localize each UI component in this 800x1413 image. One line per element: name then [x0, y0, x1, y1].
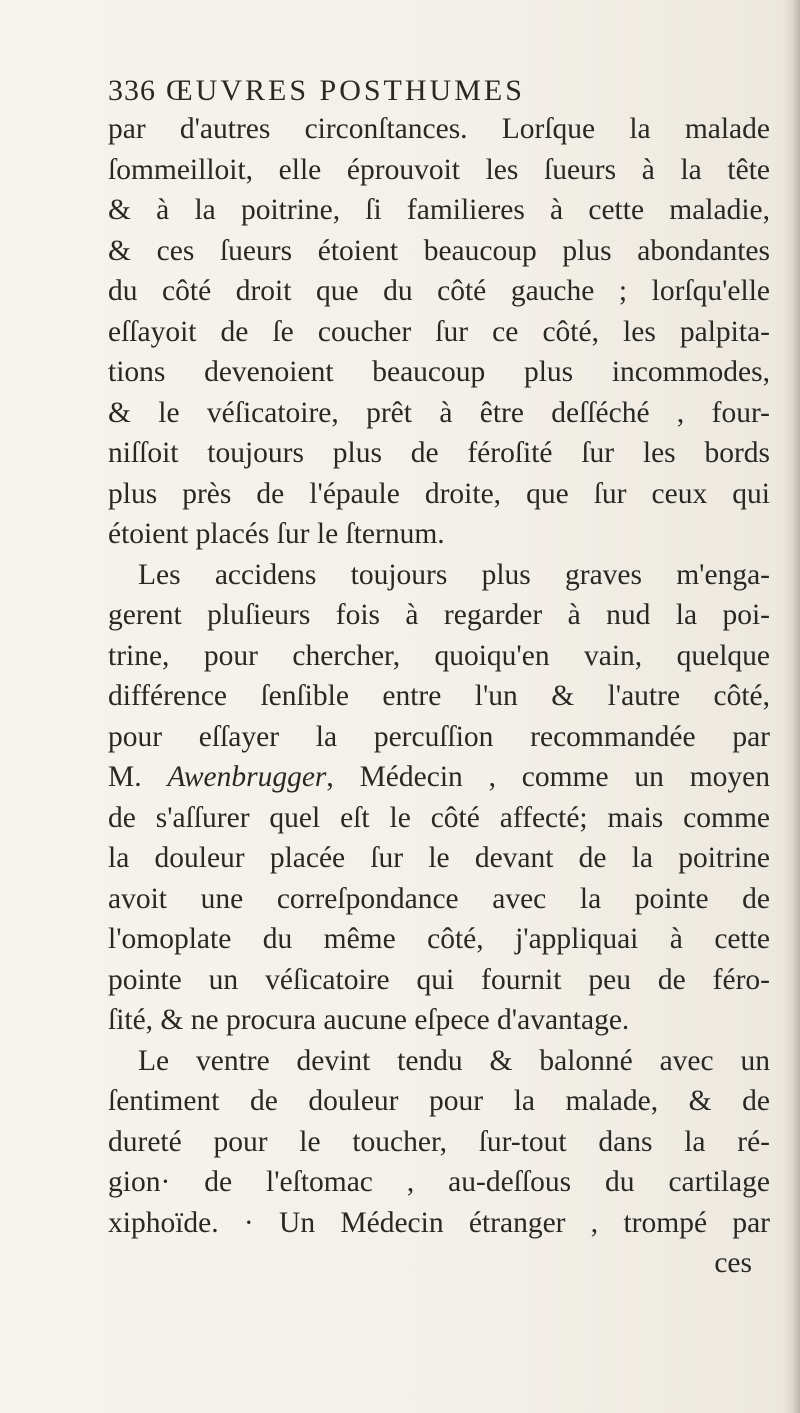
page-edge-shadow — [782, 0, 800, 1413]
text-line: trine, pour chercher, quoiqu'en vain, quelque — [108, 639, 770, 672]
page-number: 336 — [108, 74, 156, 107]
text-line: par d'autres circonſtances. Lorſque la malade — [108, 113, 770, 145]
running-head: ŒUVRES POSTHUMES — [166, 74, 525, 107]
text-line: plus près de l'épaule droite, que ſur ceux qui — [108, 477, 770, 510]
paragraph-start-line: Les accidens toujours plus graves m'enga- — [138, 558, 770, 591]
text-line: & ces ſueurs étoient beaucoup plus abondantes — [108, 234, 770, 267]
text-line: l'omoplate du même côté, j'appliquai à cette — [108, 923, 770, 955]
text-line: ſentiment de douleur pour la malade, & de — [108, 1085, 770, 1117]
text-line: dureté pour le toucher, ſur-tout dans la ré- — [108, 1125, 770, 1158]
body-text — [108, 109, 770, 1284]
text-line: ſommeilloit, elle éprouvoit les ſueurs à la tête — [108, 153, 770, 186]
text-line: gion· de l'eſtomac , au-deſſous du cartilage — [108, 1166, 770, 1198]
author-name: Awenbrugger — [167, 761, 327, 793]
text-line: & à la poitrine, ſi familieres à cette maladie, — [108, 194, 770, 226]
text-fragment: M. — [108, 761, 168, 793]
text-line: xiphoïde. · Un Médecin étranger , trompé par — [108, 1206, 770, 1239]
text-line: pointe un véſicatoire qui fournit peu de féro- — [108, 963, 770, 996]
text-line: gerent pluſieurs fois à regarder à nud la poi- — [108, 599, 770, 631]
text-line: eſſayoit de ſe coucher ſur ce côté, les palpita- — [108, 315, 770, 348]
text-line-with-name — [108, 757, 770, 798]
text-line: de s'aſſurer quel eſt le côté affecté; mais comme — [108, 801, 770, 834]
text-line: niſſoit toujours plus de féroſité ſur les bords — [108, 437, 770, 469]
text-line: pour eſſayer la percuſſion recommandée par — [108, 720, 770, 753]
catchword: ces — [714, 1247, 752, 1279]
text-line: la douleur placée ſur le devant de la poitrine — [108, 842, 770, 874]
text-line: & le véſicatoire, prêt à être deſſéché , four- — [108, 396, 770, 429]
text-line: du côté droit que du côté gauche ; lorſqu'elle — [108, 275, 770, 307]
text-line: différence ſenſible entre l'un & l'autre côté, — [108, 680, 770, 712]
text-line: ſité, & ne procura aucune eſpece d'avantage. — [108, 1004, 630, 1036]
paragraph-start-line: Le ventre devint tendu & balonné avec un — [138, 1044, 770, 1077]
text-line: avoit une correſpondance avec la pointe de — [108, 882, 770, 915]
text-line: tions devenoient beaucoup plus incommodes, — [108, 356, 770, 388]
text-fragment: , Médecin , comme un moyen — [326, 761, 771, 793]
text-line: étoient placés ſur le ſternum. — [108, 518, 445, 550]
